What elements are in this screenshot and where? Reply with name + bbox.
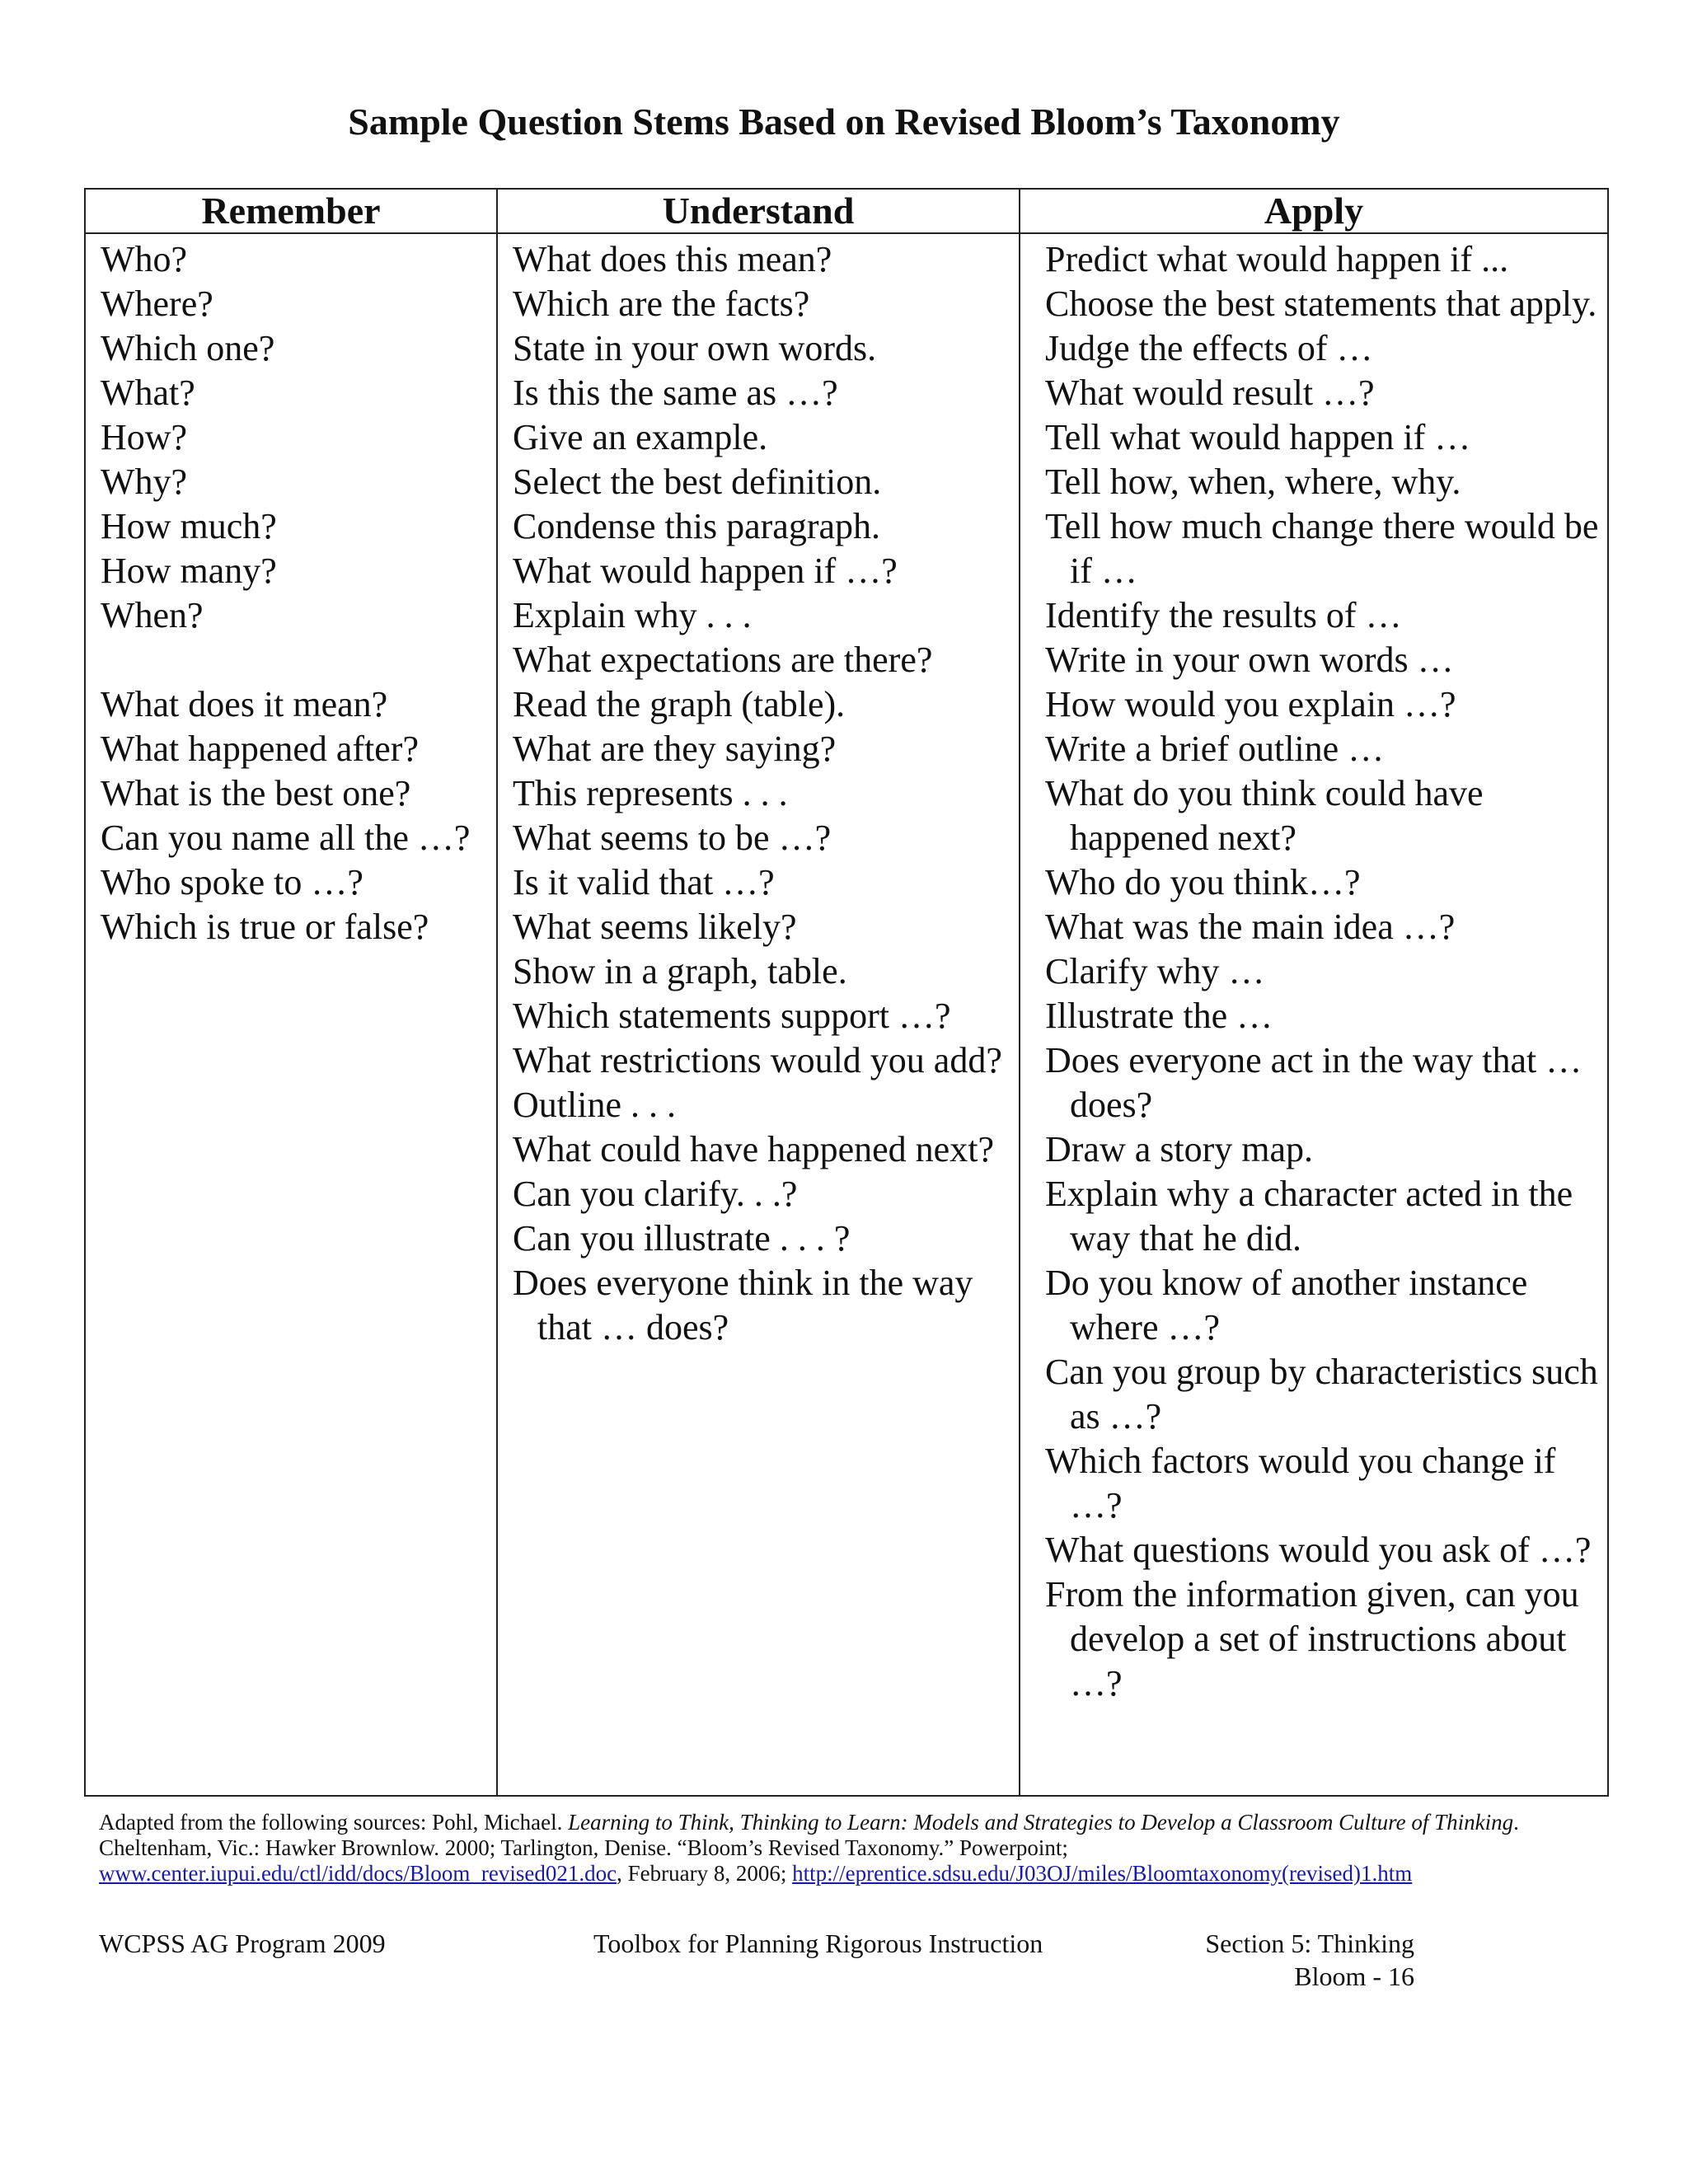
apply-list xyxy=(1020,234,1607,1706)
page-title: Sample Question Stems Based on Revised Bloom’s Taxonomy xyxy=(348,101,1340,143)
question-stem: State in your own words. xyxy=(513,328,877,368)
question-stem: What do you think could have happened next? xyxy=(1045,773,1484,858)
question-stem: Show in a graph, table. xyxy=(513,951,847,991)
question-stem: Select the best definition. xyxy=(513,462,882,502)
source-intro: Adapted from the following sources: Pohl, Michael. xyxy=(99,1810,569,1835)
question-stem: When? xyxy=(101,595,204,635)
question-stem: What seems likely? xyxy=(513,907,797,947)
question-stem: Does everyone act in the way that … does? xyxy=(1045,1040,1582,1125)
question-stem: What happened after? xyxy=(101,729,419,769)
list-spacer xyxy=(101,638,488,682)
understand-column xyxy=(497,233,1020,1796)
source-book-title: Learning to Think, Thinking to Learn: Models and Strategies to Develop a Classroom Culture of Thinking xyxy=(568,1810,1514,1835)
question-stem: What questions would you ask of …? xyxy=(1045,1530,1592,1570)
question-stem: What restrictions would you add? xyxy=(513,1040,1002,1080)
question-stem: Can you clarify. . .? xyxy=(513,1174,798,1214)
question-stem: Explain why . . . xyxy=(513,595,752,635)
question-stem: What seems to be …? xyxy=(513,818,832,858)
question-stem: How? xyxy=(101,417,188,457)
question-stem: Outline . . . xyxy=(513,1085,676,1125)
question-stem: Read the graph (table). xyxy=(513,684,846,724)
question-stem: Write a brief outline … xyxy=(1045,729,1385,769)
question-stem: Clarify why … xyxy=(1045,951,1265,991)
question-stem: What does this mean? xyxy=(513,239,832,279)
table-header-row xyxy=(85,189,1608,233)
remember-column xyxy=(85,233,497,1796)
question-stem: Choose the best statements that apply. xyxy=(1045,284,1597,324)
question-stem: Is this the same as …? xyxy=(513,373,838,413)
header-understand: Understand xyxy=(497,189,1020,233)
question-stem: How would you explain …? xyxy=(1045,684,1456,724)
question-stem: Can you name all the …? xyxy=(101,818,471,858)
question-stem: From the information given, can you develop a set of instructions about …? xyxy=(1045,1574,1579,1704)
question-stem: Do you know of another instance where …? xyxy=(1045,1263,1528,1347)
footer-toolbox: Toolbox for Planning Rigorous Instruction xyxy=(593,1929,1043,1958)
remember-list xyxy=(86,234,496,949)
question-stem: Tell how, when, where, why. xyxy=(1045,462,1461,502)
question-stem: What does it mean? xyxy=(101,684,388,724)
footer-section-line: Section 5: Thinking xyxy=(1205,1929,1414,1958)
footer-program: WCPSS AG Program 2009 xyxy=(99,1929,386,1958)
question-stem: Write in your own words … xyxy=(1045,640,1454,680)
source-date: , February 8, 2006; xyxy=(617,1861,793,1886)
source-link-bloom-doc[interactable]: www.center.iupui.edu/ctl/idd/docs/Bloom_revised021.doc xyxy=(99,1861,617,1886)
question-stem: What is the best one? xyxy=(101,773,411,813)
question-stem: Illustrate the … xyxy=(1045,996,1273,1036)
header-apply: Apply xyxy=(1020,189,1608,233)
question-stem: Where? xyxy=(101,284,213,324)
question-stem: What was the main idea …? xyxy=(1045,907,1456,947)
question-stem: What? xyxy=(101,373,195,413)
footer-page-number: Bloom - 16 xyxy=(1294,1961,1414,1991)
question-stem: Which factors would you change if …? xyxy=(1045,1441,1556,1526)
source-note xyxy=(99,1810,1591,1886)
question-stem: How many? xyxy=(101,551,277,591)
question-stem: Draw a story map. xyxy=(1045,1129,1314,1169)
question-stem: Judge the effects of … xyxy=(1045,328,1373,368)
apply-column xyxy=(1020,233,1608,1796)
question-stem: What are they saying? xyxy=(513,729,837,769)
question-stems-table xyxy=(84,188,1609,1797)
understand-list xyxy=(498,234,1019,1350)
question-stem: Identify the results of … xyxy=(1045,595,1402,635)
question-stem: Tell how much change there would be if … xyxy=(1045,506,1599,591)
question-stem: This represents . . . xyxy=(513,773,788,813)
question-stem: Who? xyxy=(101,239,188,279)
source-after-book: . Cheltenham, Vic.: Hawker Brownlow. 2000; Tarlington, Denise. “Bloom’s Revised Taxonomy.” Powerpoint; xyxy=(99,1810,1519,1860)
question-stem: Predict what would happen if ... xyxy=(1045,239,1509,279)
question-stem: What would result …? xyxy=(1045,373,1375,413)
question-stem: Why? xyxy=(101,462,188,502)
question-stem: Can you group by characteristics such as …? xyxy=(1045,1352,1598,1436)
header-remember: Remember xyxy=(85,189,497,233)
question-stem: Which are the facts? xyxy=(513,284,810,324)
question-stem: What would happen if …? xyxy=(513,551,898,591)
question-stem: Which statements support …? xyxy=(513,996,951,1036)
question-stem: Explain why a character acted in the way that he did. xyxy=(1045,1174,1573,1258)
question-stem: Which one? xyxy=(101,328,275,368)
question-stem: What could have happened next? xyxy=(513,1129,994,1169)
question-stem: Who do you think…? xyxy=(1045,862,1361,902)
footer-section xyxy=(1205,1927,1414,1993)
question-stem: Who spoke to …? xyxy=(101,862,363,902)
question-stem: What expectations are there? xyxy=(513,640,933,680)
question-stem: Give an example. xyxy=(513,417,768,457)
source-link-eprentice[interactable]: http://eprentice.sdsu.edu/J03OJ/miles/Bloomtaxonomy(revised)1.htm xyxy=(792,1861,1413,1886)
question-stem: Is it valid that …? xyxy=(513,862,775,902)
question-stem: Does everyone think in the way that … does? xyxy=(513,1263,973,1347)
question-stem: How much? xyxy=(101,506,277,546)
table-body-row xyxy=(85,233,1608,1796)
question-stem: Which is true or false? xyxy=(101,907,429,947)
question-stem: Can you illustrate . . . ? xyxy=(513,1218,851,1258)
question-stem: Tell what would happen if … xyxy=(1045,417,1471,457)
question-stem: Condense this paragraph. xyxy=(513,506,880,546)
